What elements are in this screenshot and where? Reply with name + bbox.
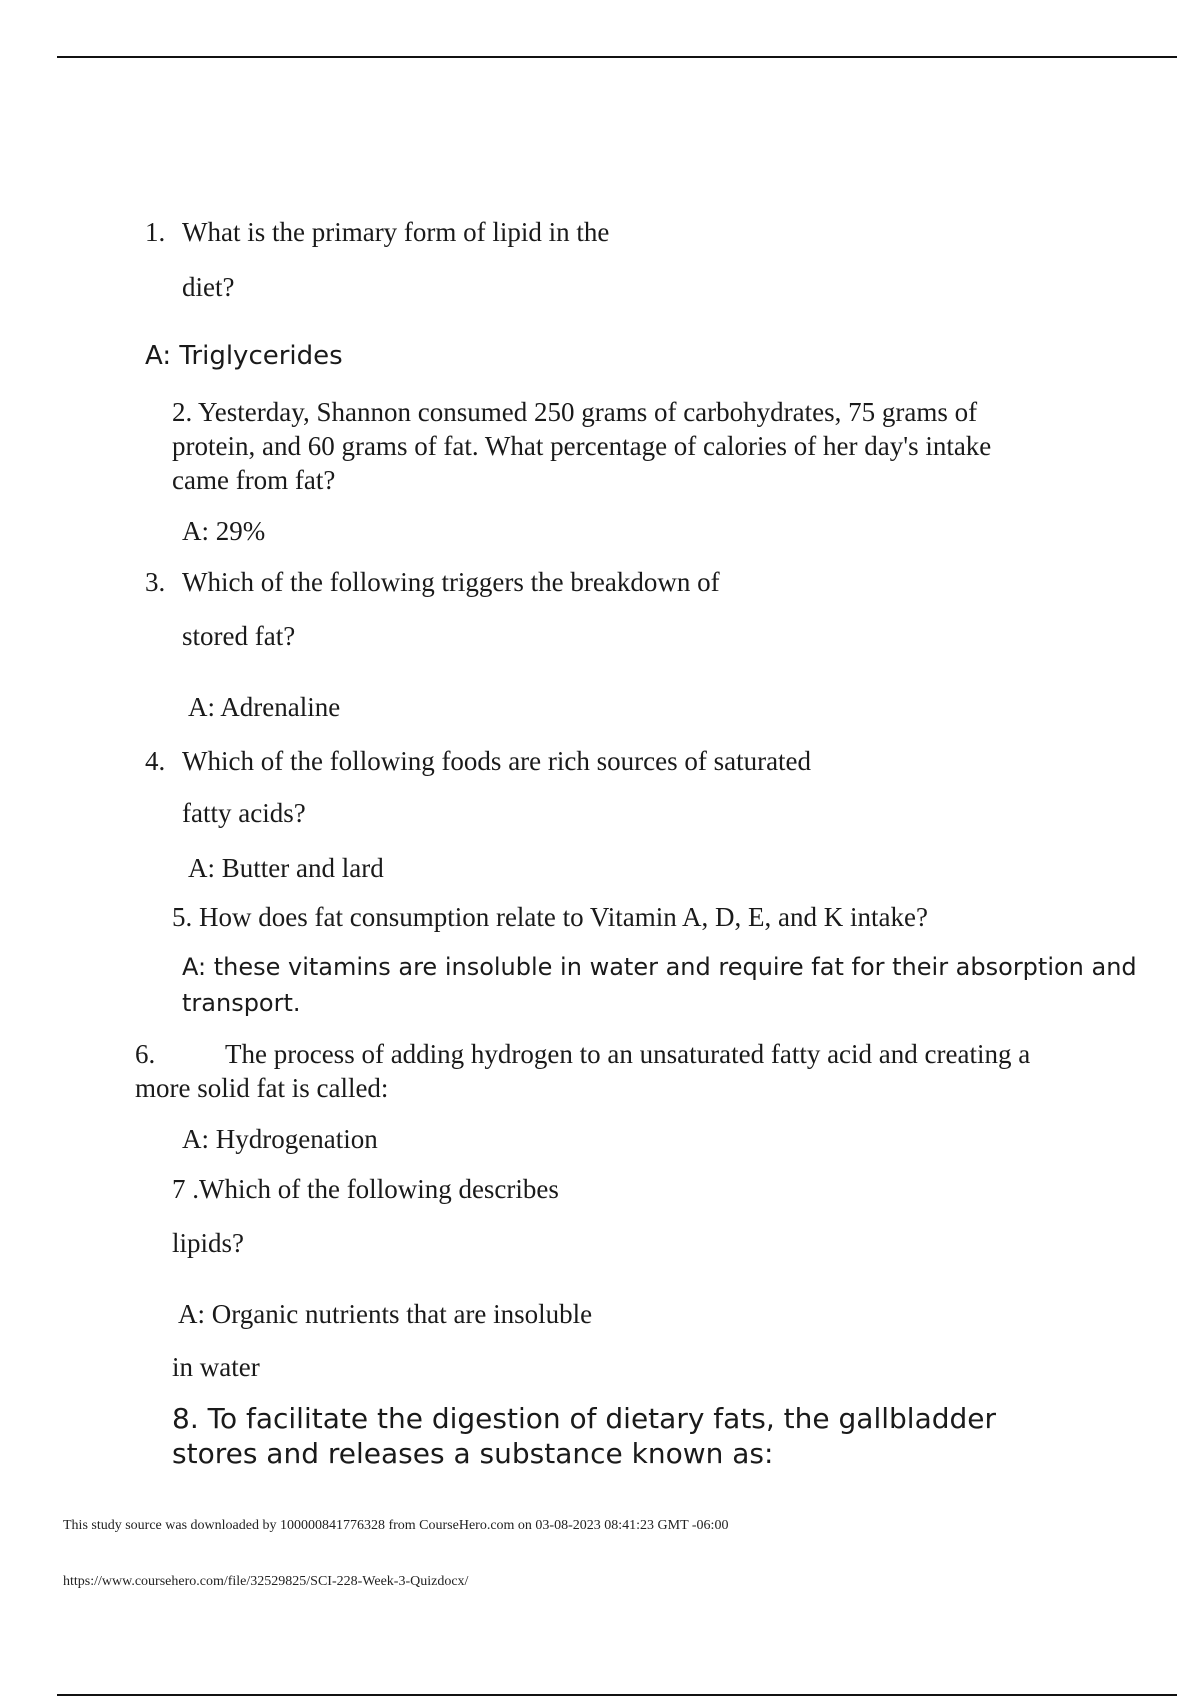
question-2-line-3: came from fat? <box>172 465 336 495</box>
question-4-number: 4. <box>145 746 166 776</box>
question-3-line-1: Which of the following triggers the breakdown of <box>182 567 720 597</box>
question-3-number: 3. <box>145 567 166 597</box>
question-4-line-1: Which of the following foods are rich sources of saturated <box>182 746 812 776</box>
question-1-line-1: What is the primary form of lipid in the <box>182 217 610 247</box>
bottom-rule <box>57 1694 1177 1696</box>
top-rule <box>57 56 1177 58</box>
answer-3: A: Adrenaline <box>188 692 341 722</box>
question-2-line-2: protein, and 60 grams of fat. What percentage of calories of her day's intake <box>172 431 992 461</box>
answer-7-line-1: A: Organic nutrients that are insoluble <box>178 1299 593 1329</box>
question-1-line-2: diet? <box>182 272 235 302</box>
question-3-line-2: stored fat? <box>182 621 296 651</box>
question-5-line-1: 5. How does fat consumption relate to Vitamin A, D, E, and K intake? <box>172 902 928 932</box>
answer-7-line-2: in water <box>172 1352 260 1382</box>
answer-5-line-1: A: these vitamins are insoluble in water and require fat for their absorption and <box>182 953 1137 981</box>
question-6-line-2: more solid fat is called: <box>135 1073 389 1103</box>
question-6-line-1: The process of adding hydrogen to an unsaturated fatty acid and creating a <box>225 1039 1031 1069</box>
answer-1: A: Triglycerides <box>145 341 343 371</box>
answer-4: A: Butter and lard <box>188 853 384 883</box>
download-notice: This study source was downloaded by 100000841776328 from CourseHero.com on 03-08-2023 08:41:23 GMT -06:00 <box>63 1518 729 1533</box>
question-7-line-2: lipids? <box>172 1228 244 1258</box>
question-8-line-1: 8. To facilitate the digestion of dietary fats, the gallbladder <box>172 1402 997 1435</box>
question-7-line-1: 7 .Which of the following describes <box>172 1174 559 1204</box>
answer-5-line-2: transport. <box>182 989 301 1017</box>
question-6-number: 6. <box>135 1039 156 1069</box>
answer-6: A: Hydrogenation <box>182 1124 378 1154</box>
question-2-line-1: 2. Yesterday, Shannon consumed 250 grams of carbohydrates, 75 grams of <box>172 397 978 427</box>
source-url[interactable]: https://www.coursehero.com/file/32529825/SCI-228-Week-3-Quizdocx/ <box>63 1574 469 1589</box>
question-8-line-2: stores and releases a substance known as: <box>172 1437 774 1470</box>
question-1-number: 1. <box>145 217 166 247</box>
answer-2: A: 29% <box>182 516 266 546</box>
question-4-line-2: fatty acids? <box>182 798 306 828</box>
